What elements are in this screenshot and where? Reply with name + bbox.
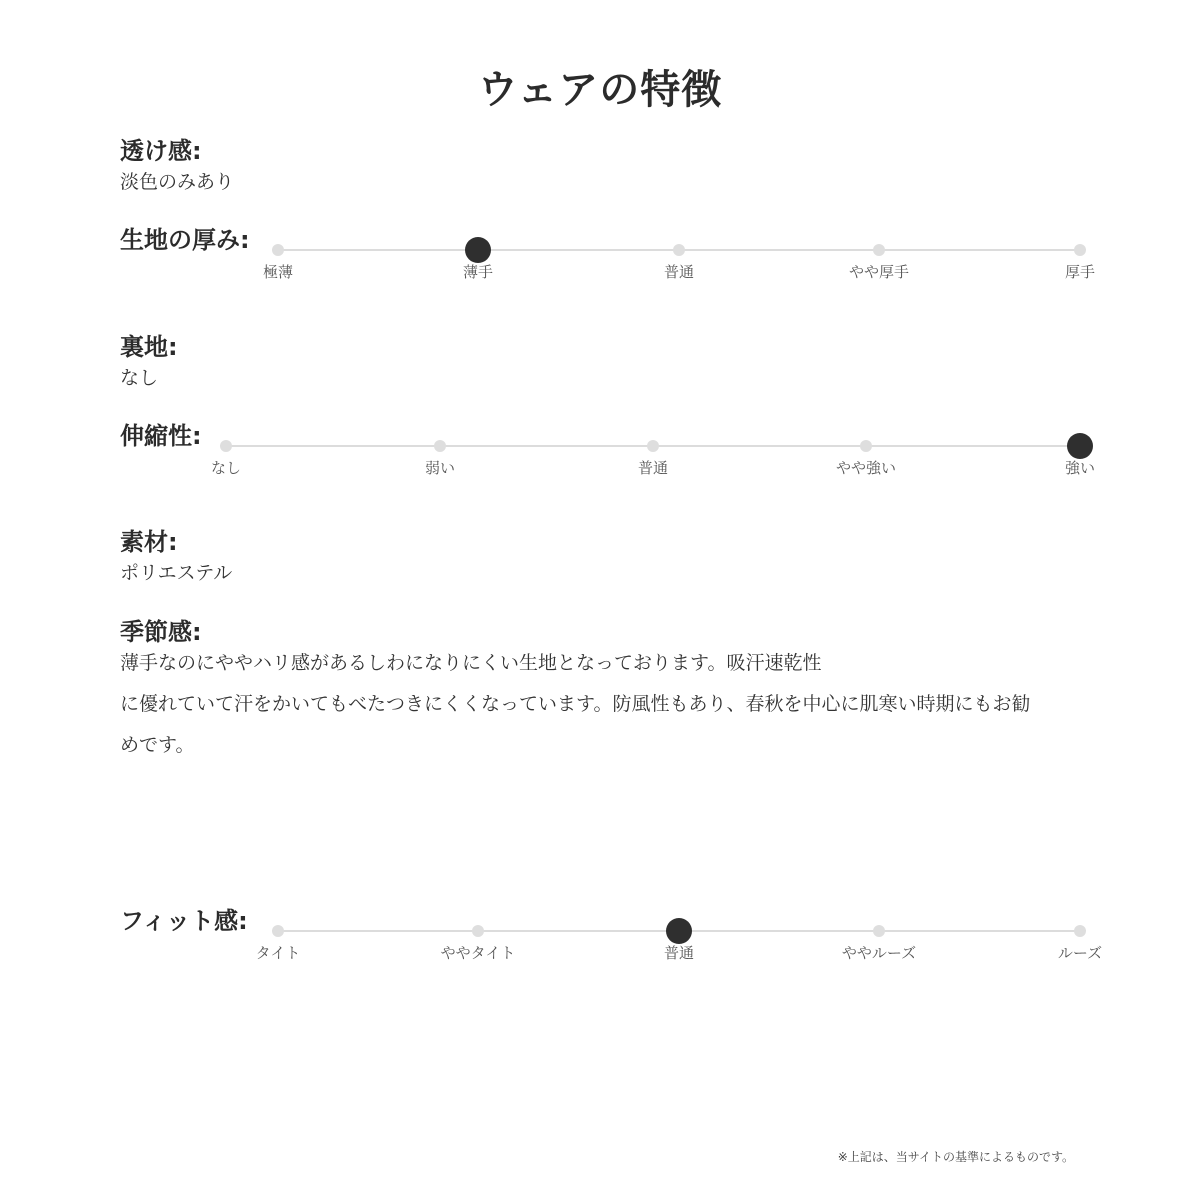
thickness-dot-2 [673,244,685,256]
stretch-dot-1 [434,440,446,452]
season-description [120,643,1080,766]
material-label: 素材: [120,528,178,556]
transparency-value: 淡色のみあり [120,171,235,193]
thickness-dot-3 [873,244,885,256]
stretch-scale [0,422,1200,496]
fit-option-label: 普通 [663,944,695,962]
thickness-option-label: 厚手 [1064,263,1096,281]
fit-option-label: タイト [255,944,301,962]
fit-option-label: ややルーズ [841,944,917,962]
stretch-option-label: 普通 [637,459,669,477]
fit-label: フィット感: [120,907,248,935]
stretch-option-label: 強い [1064,459,1096,477]
lining-label: 裏地: [120,333,178,361]
fit-dot-4 [1074,925,1086,937]
thickness-label: 生地の厚み: [120,226,250,254]
fit-dot-2 [666,918,692,944]
stretch-dot-2 [647,440,659,452]
stretch-option-label: やや強い [835,459,897,477]
thickness-option-label: 極薄 [262,263,294,281]
fit-scale [0,907,1200,981]
stretch-dot-3 [860,440,872,452]
season-line: めです。 [120,734,195,756]
page-title: ウェアの特徴 [477,67,723,113]
thickness-dot-1 [465,237,491,263]
lining-value: なし [120,367,159,389]
stretch-label: 伸縮性: [120,422,202,450]
fit-option-label: ややタイト [440,944,516,962]
season-line: に優れていて汗をかいてもべたつきにくくなっています。防風性もあり、春秋を中心に肌寒い時期にもお勧 [120,693,1031,715]
thickness-option-label: 普通 [663,263,695,281]
fit-dot-0 [272,925,284,937]
fit-option-label: ルーズ [1057,944,1103,962]
fit-dot-3 [873,925,885,937]
fit-dot-1 [472,925,484,937]
material-value: ポリエステル [120,562,233,584]
season-line: 薄手なのにややハリ感があるしわになりにくい生地となっております。吸汗速乾性 [120,652,822,674]
stretch-option-label: なし [210,459,242,477]
footnote: ※上記は、当サイトの基準によるものです。 [837,1150,1074,1164]
transparency-label: 透け感: [120,137,202,165]
stretch-dot-0 [220,440,232,452]
thickness-scale [0,226,1200,300]
thickness-option-label: やや厚手 [848,263,910,281]
stretch-option-label: 弱い [424,459,456,477]
stretch-dot-4 [1067,433,1093,459]
thickness-dot-0 [272,244,284,256]
season-label: 季節感: [120,618,202,646]
thickness-option-label: 薄手 [462,263,494,281]
thickness-dot-4 [1074,244,1086,256]
